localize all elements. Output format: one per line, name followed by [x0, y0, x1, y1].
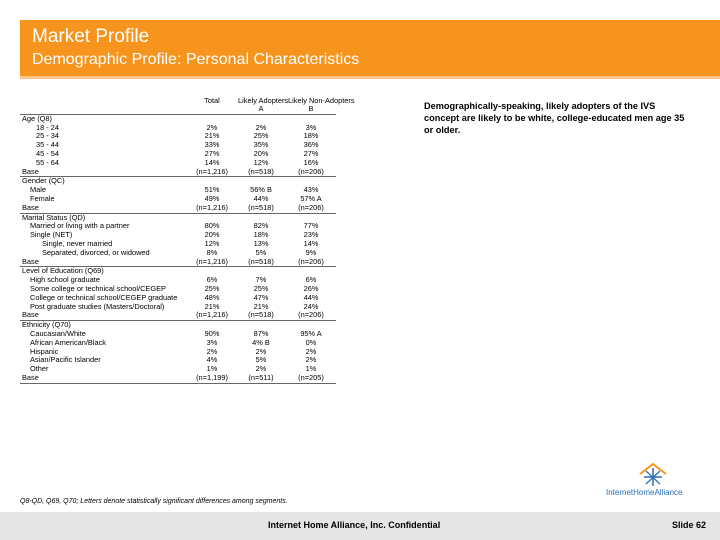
total-value: 8%	[206, 247, 218, 257]
non-adopters-value: 14%	[303, 238, 319, 248]
adopters-value: (n=518)	[236, 204, 286, 213]
section-header-row	[20, 177, 336, 186]
col-letter-adopters: A	[236, 105, 286, 114]
total-value: 90%	[204, 328, 220, 338]
adopters-value: 2%	[255, 364, 267, 374]
row-label: Base	[20, 311, 188, 320]
table-row	[20, 339, 336, 348]
table-row	[20, 132, 336, 141]
total-value: (n=1,199)	[188, 374, 236, 383]
col-letter-total	[188, 105, 236, 114]
base-row	[20, 204, 336, 213]
row-label: Base	[20, 168, 188, 177]
adopters-value: 44%	[253, 193, 269, 203]
non-adopters-value: 44%	[303, 292, 319, 302]
adopters-value: 56% B	[250, 185, 272, 195]
total-value: 14%	[204, 157, 220, 167]
title-banner	[20, 20, 720, 76]
col-header-non-adopters: Likely Non-Adopters	[288, 96, 355, 105]
row-label: 45 - 54	[36, 148, 60, 158]
table-row	[20, 159, 336, 168]
row-label: 18 - 24	[36, 122, 60, 132]
non-adopters-value: 18%	[303, 131, 319, 141]
total-value: (n=1,216)	[188, 258, 236, 267]
base-row	[20, 168, 336, 177]
adopters-value: 21%	[253, 301, 269, 311]
table-letter-row	[20, 105, 336, 114]
non-adopters-value: (n=206)	[286, 168, 336, 177]
section-label: Age (Q8)	[20, 114, 188, 123]
non-adopters-value: (n=206)	[286, 311, 336, 320]
adopters-value: 2%	[255, 346, 267, 356]
adopters-value: 25%	[253, 283, 269, 293]
total-value: 51%	[204, 185, 220, 195]
non-adopters-value: (n=206)	[286, 258, 336, 267]
confidential-notice: Internet Home Alliance, Inc. Confidential	[268, 520, 441, 530]
row-label: Hispanic	[30, 346, 59, 356]
table-row	[20, 141, 336, 150]
demographic-table	[20, 96, 355, 384]
total-value: 3%	[206, 337, 218, 347]
adopters-value: 2%	[255, 122, 267, 132]
non-adopters-value: 95% A	[300, 328, 322, 338]
total-value: 2%	[206, 346, 218, 356]
row-label: College or technical school/CEGEP graduate	[30, 292, 178, 302]
row-label: Base	[20, 204, 188, 213]
row-label: Post graduate studies (Masters/Doctoral)	[30, 301, 165, 311]
total-value: 49%	[204, 193, 220, 203]
non-adopters-value: 3%	[305, 122, 317, 132]
section-label: Gender (QC)	[20, 177, 188, 186]
row-label: African American/Black	[30, 337, 106, 347]
table-row	[20, 303, 336, 312]
adopters-value: 12%	[253, 157, 269, 167]
non-adopters-value: 24%	[303, 301, 319, 311]
footnote: Q8-QD, Q69, Q70; Letters denote statistically significant differences among segments.	[20, 498, 288, 505]
row-label: 55 - 64	[36, 157, 60, 167]
base-row	[20, 374, 336, 383]
adopters-value: (n=518)	[236, 258, 286, 267]
summary-callout: Demographically-speaking, likely adopters of the IVS concept are likely to be white, college-educated men age 35 or older.	[424, 101, 685, 135]
row-label: Separated, divorced, or widowed	[42, 247, 150, 257]
non-adopters-value: 2%	[305, 346, 317, 356]
logo-text: InternetHomeAlliance	[606, 488, 683, 497]
section-label: Marital Status (QD)	[20, 213, 188, 222]
table-row	[20, 124, 336, 133]
row-label: Base	[20, 258, 188, 267]
row-label: Male	[30, 185, 47, 195]
adopters-value: 5%	[255, 355, 267, 365]
row-label: Base	[20, 374, 188, 383]
table-row	[20, 150, 336, 159]
non-adopters-value: 26%	[303, 283, 319, 293]
total-value: 6%	[206, 275, 218, 285]
adopters-value: 25%	[253, 131, 269, 141]
slide-number: Slide 62	[671, 520, 706, 530]
non-adopters-value: 1%	[305, 364, 317, 374]
total-value: 12%	[204, 238, 220, 248]
col-letter-non-adopters: B	[286, 105, 336, 114]
non-adopters-value: 9%	[305, 247, 317, 257]
table-row	[20, 365, 336, 374]
adopters-value: 20%	[253, 148, 269, 158]
total-value: (n=1,216)	[188, 204, 236, 213]
non-adopters-value: 23%	[303, 230, 319, 240]
section-label: Level of Education (Q69)	[20, 267, 188, 276]
total-value: 33%	[204, 140, 220, 150]
adopters-value: 18%	[253, 230, 269, 240]
total-value: 25%	[204, 283, 220, 293]
page-subtitle: Demographic Profile: Personal Characteristics	[32, 51, 360, 68]
total-value: 2%	[206, 122, 218, 132]
total-value: 48%	[204, 292, 220, 302]
adopters-value: 82%	[253, 221, 269, 231]
table-row	[20, 195, 336, 204]
row-label: 25 - 34	[36, 131, 60, 141]
total-value: 4%	[206, 355, 218, 365]
table-header-row	[20, 96, 336, 105]
non-adopters-value: 0%	[305, 337, 317, 347]
row-label: Female	[30, 193, 55, 203]
row-label: Single (NET)	[30, 230, 73, 240]
adopters-value: (n=518)	[236, 311, 286, 320]
adopters-value: 5%	[255, 247, 267, 257]
page-title: Market Profile	[32, 26, 150, 47]
header-accent-line	[20, 76, 720, 79]
row-label: Married or living with a partner	[30, 221, 130, 231]
section-label: Ethnicity (Q70)	[20, 321, 188, 330]
col-header-adopters: Likely Adopters	[238, 96, 289, 105]
adopters-value: (n=511)	[236, 374, 286, 383]
row-label: High school graduate	[30, 275, 100, 285]
row-label: 35 - 44	[36, 140, 60, 150]
adopters-value: 35%	[253, 140, 269, 150]
adopters-value: (n=518)	[236, 168, 286, 177]
row-label: Asian/Pacific Islander	[30, 355, 101, 365]
adopters-value: 13%	[253, 238, 269, 248]
row-label: Single, never married	[42, 238, 113, 248]
col-header-total: Total	[204, 96, 220, 105]
row-label: Some college or technical school/CEGEP	[30, 283, 166, 293]
non-adopters-value: (n=206)	[286, 204, 336, 213]
adopters-value: 87%	[253, 328, 269, 338]
total-value: 27%	[204, 148, 220, 158]
total-value: 21%	[204, 301, 220, 311]
section-header-row	[20, 114, 336, 123]
header-blank	[20, 96, 188, 105]
table-row	[20, 356, 336, 365]
non-adopters-value: 16%	[303, 157, 319, 167]
total-value: (n=1,216)	[188, 168, 236, 177]
footer-bar	[0, 512, 720, 540]
non-adopters-value: 27%	[303, 148, 319, 158]
table-row	[20, 186, 336, 195]
internet-home-alliance-logo	[606, 462, 706, 502]
table-row	[20, 249, 336, 258]
total-value: 80%	[204, 221, 220, 231]
non-adopters-value: 43%	[303, 185, 319, 195]
header-blank	[20, 105, 188, 114]
total-value: (n=1,216)	[188, 311, 236, 320]
non-adopters-value: (n=205)	[286, 374, 336, 383]
adopters-value: 4% B	[252, 337, 270, 347]
non-adopters-value: 36%	[303, 140, 319, 150]
row-label: Caucasian/White	[30, 328, 86, 338]
adopters-value: 7%	[255, 275, 267, 285]
total-value: 20%	[204, 230, 220, 240]
non-adopters-value: 77%	[303, 221, 319, 231]
row-label: Other	[30, 364, 49, 374]
non-adopters-value: 2%	[305, 355, 317, 365]
non-adopters-value: 6%	[305, 275, 317, 285]
adopters-value: 47%	[253, 292, 269, 302]
house-network-icon	[636, 462, 670, 488]
total-value: 1%	[206, 364, 218, 374]
non-adopters-value: 57% A	[300, 193, 322, 203]
total-value: 21%	[204, 131, 220, 141]
